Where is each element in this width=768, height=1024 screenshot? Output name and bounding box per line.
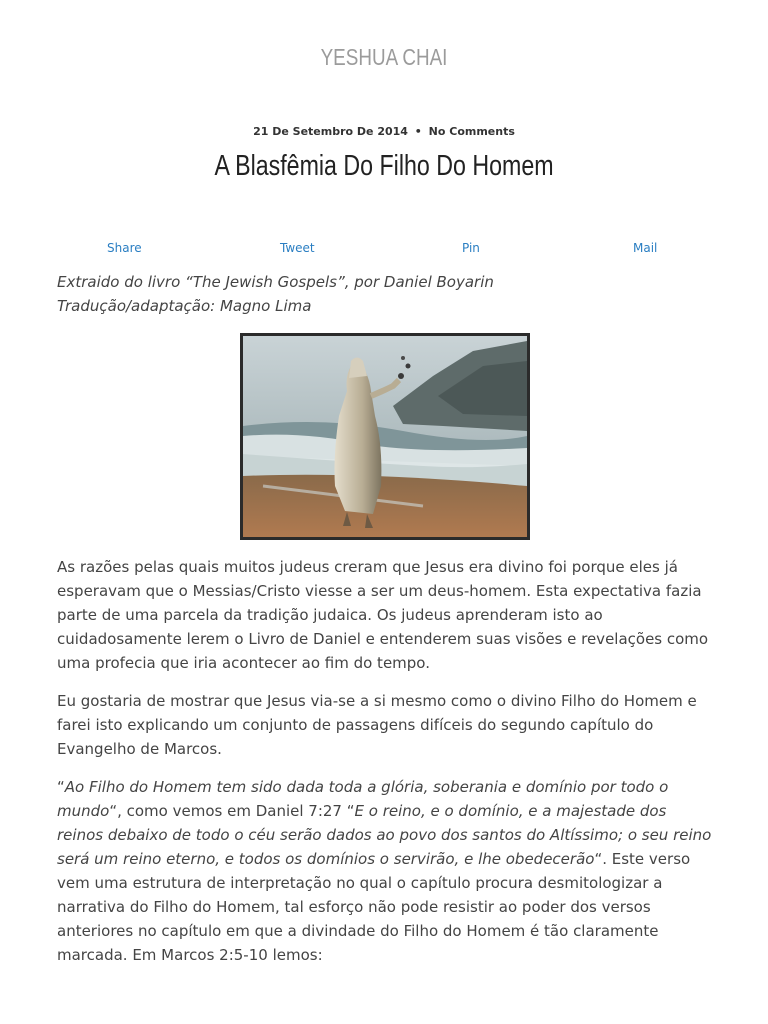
menu-icon[interactable] [48,48,68,66]
open-quote: “ [57,778,65,796]
article-body [57,270,713,981]
share-label: Share [107,241,142,255]
quote-bridge: “, como vemos em Daniel 7:27 “ [109,802,355,820]
search-icon[interactable] [700,48,720,66]
article-intro [57,270,713,318]
post-title: A Blasfêmia Do Filho Do Homem [214,150,554,182]
intro-translation: Tradução/adaptação: Magno Lima [57,297,312,315]
meta-separator: • [414,125,422,138]
share-mail-button[interactable] [628,241,657,255]
paragraph-3 [57,775,713,967]
pin-label: Pin [462,241,480,255]
quote-2-daniel: E o reino, e o domínio, e a majestade dos reinos debaixo de todo o céu serão dados ao povo dos santos do Altíssimo; o seu reino será um reino eterno, e todos os domínios o servirão, e lhe obedecerão [57,802,712,868]
top-bar [0,0,768,110]
paragraph-3-rest: “. Este verso vem uma estrutura de interpretação no qual o capítulo procura desmitologizar a narrativa do Filho do Homem, tal esforço não pode resistir ao poder dos versos anteriores no capítulo em que a divindade do Filho do Homem é tão claramente marcada. Em Marcos 2:5-10 lemos: [57,850,691,964]
post-meta [0,125,768,138]
tweet-label: Tweet [280,241,315,255]
share-bar [0,241,768,259]
mail-label: Mail [633,241,658,255]
post-date[interactable]: 21 De Setembro De 2014 [253,125,408,138]
site-title[interactable]: YESHUA CHAI [320,44,448,70]
comments-link[interactable]: No Comments [428,125,515,138]
quote-1: Ao Filho do Homem tem sido dada toda a glória, soberania e domínio por todo o mundo [57,778,669,820]
article-image [240,333,530,540]
paragraph-1: As razões pelas quais muitos judeus creram que Jesus era divino foi porque eles já esperavam que o Messias/Cristo viesse a ser um deus-homem. Esta expectativa fazia parte de uma parcela da tradição judaica. Os judeus aprenderam isto ao cuidadosamente lerem o Livro de Daniel e entenderem suas visões e revelações como uma profecia que iria acontecer ao fim do tempo. [57,558,709,672]
intro-source: Extraido do livro “The Jewish Gospels”, por Daniel Boyarin [57,273,494,291]
share-twitter-button[interactable] [275,241,315,255]
paragraph-2: Eu gostaria de mostrar que Jesus via-se a si mesmo como o divino Filho do Homem e farei isto explicando um conjunto de passagens difíceis do segundo capítulo do Evangelho de Marcos. [57,692,697,758]
painting-illustration [243,336,527,537]
share-facebook-button[interactable] [102,241,142,255]
share-pinterest-button[interactable] [457,241,480,255]
